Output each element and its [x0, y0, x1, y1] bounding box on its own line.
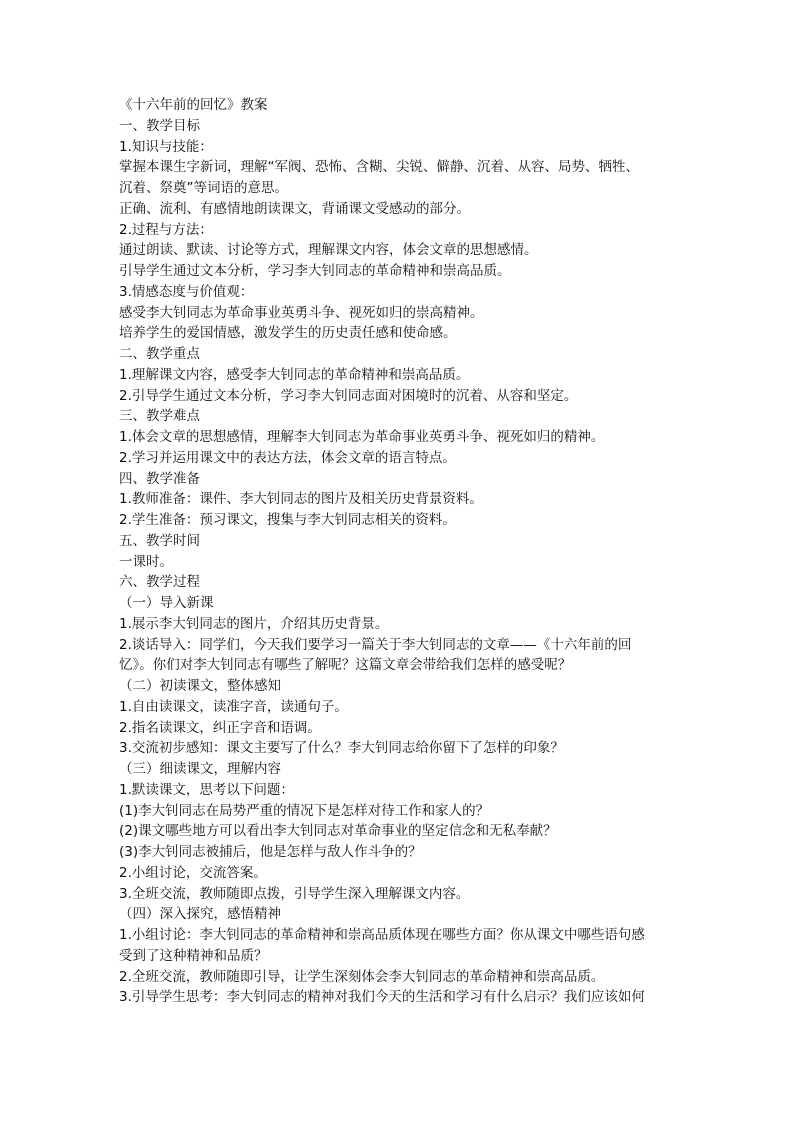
subheading: 2.过程与方法： — [119, 221, 213, 238]
question-item: (2)课文哪些地方可以看出李大钊同志对革命事业的坚定信念和无私奉献？ — [119, 823, 557, 840]
body-line: 一课时。 — [119, 553, 173, 570]
document-page — [119, 95, 689, 1008]
body-line: 正确、流利、有感情地朗读课文，背诵课文受感动的部分。 — [119, 200, 470, 217]
body-line: 掌握本课生字新词，理解“军阀、恐怖、含糊、尖锐、僻静、沉着、从容、局势、牺牲、 — [119, 159, 639, 176]
list-item: 1.自由读课文，读准字音，读通句子。 — [119, 698, 348, 715]
section-heading: 六、教学过程 — [119, 574, 200, 591]
document-title: 《十六年前的回忆》教案 — [119, 97, 268, 113]
body-line: 引导学生通过文本分析，学习李大钊同志的革命精神和崇高品质。 — [119, 263, 511, 279]
body-line: 通过朗读、默读、讨论等方式，理解课文内容，体会文章的思想感情。 — [119, 242, 538, 259]
section-heading: 二、教学重点 — [119, 346, 200, 362]
list-item: 1.默读课文，思考以下问题： — [119, 781, 294, 798]
section-heading: 五、教学时间 — [119, 532, 200, 549]
list-item: 1.小组讨论：李大钊同志的革命精神和崇高品质体现在哪些方面？你从课文中哪些语句感 — [119, 927, 645, 943]
subsection-heading: （二）初读课文，整体感知 — [119, 678, 281, 694]
list-item: 1.教师准备：课件、李大钊同志的图片及相关历史背景资料。 — [119, 491, 483, 508]
question-item: (1)李大钊同志在局势严重的情况下是怎样对待工作和家人的？ — [119, 802, 490, 819]
subsection-heading: （三）细读课文，理解内容 — [119, 761, 281, 777]
body-line: 感受李大钊同志为革命事业英勇斗争、视死如归的崇高精神。 — [119, 304, 484, 321]
section-heading: 一、教学目标 — [119, 117, 200, 134]
subheading: 3.情感态度与价值观： — [119, 283, 254, 300]
section-heading: 四、教学准备 — [119, 470, 200, 487]
list-item: 2.全班交流，教师随即引导，让学生深刻体会李大钊同志的革命精神和崇高品质。 — [119, 968, 605, 985]
list-item: 2.引导学生通过文本分析，学习李大钊同志面对困境时的沉着、从容和坚定。 — [119, 387, 578, 404]
list-item: 1.展示李大钊同志的图片，介绍其历史背景。 — [119, 615, 389, 632]
list-item: 3.交流初步感知：课文主要写了什么？李大钊同志给你留下了怎样的印象？ — [119, 740, 564, 757]
body-line: 沉着、祭奠”等词语的意思。 — [119, 180, 288, 196]
body-line: 培养学生的爱国情感，激发学生的历史责任感和使命感。 — [119, 325, 457, 342]
section-heading: 三、教学难点 — [119, 408, 200, 425]
list-item-continuation: 忆》。你们对李大钊同志有哪些了解呢？这篇文章会带给我们怎样的感受呢？ — [119, 657, 572, 674]
list-item: 2.学习并运用课文中的表达方法，体会文章的语言特点。 — [119, 449, 456, 466]
list-item: 3.全班交流，教师随即点拨，引导学生深入理解课文内容。 — [119, 885, 470, 902]
subheading: 1.知识与技能： — [119, 138, 213, 155]
list-item: 2.谈话导入：同学们，今天我们要学习一篇关于李大钊同志的文章——《十六年前的回 — [119, 636, 632, 653]
question-item: (3)李大钊同志被捕后，他是怎样与敌人作斗争的？ — [119, 844, 422, 860]
subsection-heading: （一）导入新课 — [119, 595, 214, 611]
list-item: 3.引导学生思考：李大钊同志的精神对我们今天的生活和学习有什么启示？我们应该如何 — [119, 989, 645, 1006]
list-item: 2.指名读课文，纠正字音和语调。 — [119, 719, 321, 736]
list-item: 1.体会文章的思想感情，理解李大钊同志为革命事业英勇斗争、视死如归的精神。 — [119, 429, 605, 445]
list-item-continuation: 受到了这种精神和品质？ — [119, 947, 268, 964]
list-item: 2.小组讨论，交流答案。 — [119, 864, 267, 881]
list-item: 1.理解课文内容，感受李大钊同志的革命精神和崇高品质。 — [119, 366, 470, 383]
subsection-heading: （四）深入探究，感悟精神 — [119, 906, 281, 923]
document-body — [119, 116, 689, 1008]
list-item: 2.学生准备：预习课文，搜集与李大钊同志相关的资料。 — [119, 512, 456, 528]
